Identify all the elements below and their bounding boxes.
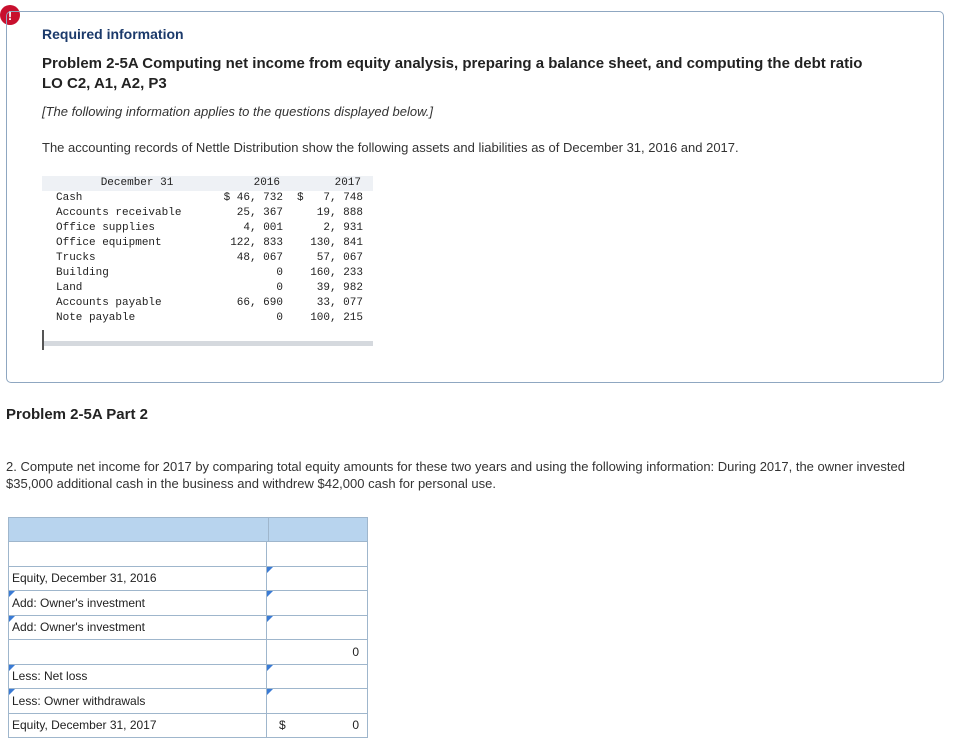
worksheet-amount-input[interactable] xyxy=(267,616,368,641)
table-row xyxy=(42,266,373,281)
worksheet-label: Equity, December 31, 2017 xyxy=(12,718,157,732)
worksheet-label-select[interactable] xyxy=(8,591,267,616)
worksheet-header xyxy=(8,517,368,542)
equity-worksheet xyxy=(8,517,368,738)
input-marker-icon xyxy=(267,689,273,695)
assets-liabilities-table xyxy=(42,176,373,346)
value-2017: 39, 982 xyxy=(283,281,363,296)
row-label: Trucks xyxy=(42,251,222,266)
header-december-31: December 31 xyxy=(42,176,222,191)
worksheet-label: Add: Owner's investment xyxy=(12,596,145,610)
worksheet-total-row xyxy=(8,714,368,738)
value-2016: 0 xyxy=(222,266,283,281)
value-2016: 66, 690 xyxy=(222,296,283,311)
input-marker-icon xyxy=(9,665,15,671)
row-label: Land xyxy=(42,281,222,296)
alert-icon: ! xyxy=(0,5,20,25)
worksheet-row xyxy=(8,689,368,714)
worksheet-label: Add: Owner's investment xyxy=(12,620,145,634)
worksheet-row xyxy=(8,665,368,690)
part-title: Problem 2-5A Part 2 xyxy=(6,406,148,423)
worksheet-label-select[interactable] xyxy=(8,616,267,641)
table-row xyxy=(42,281,373,296)
worksheet-value: 0 xyxy=(352,645,359,659)
worksheet-subtotal-row xyxy=(8,640,368,665)
value-2016: 0 xyxy=(222,281,283,296)
table-row xyxy=(42,296,373,311)
worksheet-label: Equity, December 31, 2016 xyxy=(12,571,157,585)
table-spacer-row xyxy=(42,326,373,341)
table-row xyxy=(42,311,373,326)
row-label: Accounts payable xyxy=(42,296,222,311)
input-marker-icon xyxy=(267,616,273,622)
table-row xyxy=(42,206,373,221)
worksheet-label: Less: Owner withdrawals xyxy=(12,694,145,708)
value-2017: $ 7, 748 xyxy=(283,191,363,206)
table-row xyxy=(42,221,373,236)
worksheet-header-label xyxy=(9,518,269,541)
row-label: Office supplies xyxy=(42,221,222,236)
worksheet-total-value xyxy=(267,714,368,738)
value-2016: $ 46, 732 xyxy=(222,191,283,206)
worksheet-amount-input[interactable] xyxy=(267,567,368,592)
input-marker-icon xyxy=(9,591,15,597)
value-2016: 48, 067 xyxy=(222,251,283,266)
row-label: Office equipment xyxy=(42,236,222,251)
worksheet-label-cell xyxy=(8,640,267,665)
value-2017: 100, 215 xyxy=(283,311,363,326)
worksheet-value: 0 xyxy=(352,718,359,732)
question-text: 2. Compute net income for 2017 by comparing total equity amounts for these two years and using the following information: During 2017, the owner invested $35,000 additional cash in the business and withdrew $42,000 cash for personal use. xyxy=(6,458,936,492)
input-marker-icon xyxy=(9,689,15,695)
worksheet-amount-input[interactable] xyxy=(267,591,368,616)
worksheet-subtotal-value xyxy=(267,640,368,665)
row-label: Building xyxy=(42,266,222,281)
header-2016: 2016 xyxy=(222,176,283,191)
intro-text: The accounting records of Nettle Distribution show the following assets and liabilities as of December 31, 2016 and 2017. xyxy=(42,140,739,155)
value-2017: 33, 077 xyxy=(283,296,363,311)
worksheet-amount-input[interactable] xyxy=(267,665,368,690)
worksheet-label-select[interactable] xyxy=(8,689,267,714)
input-marker-icon xyxy=(9,616,15,622)
worksheet-label-cell xyxy=(8,542,267,567)
value-2017: 19, 888 xyxy=(283,206,363,221)
header-2017: 2017 xyxy=(283,176,361,191)
value-2017: 160, 233 xyxy=(283,266,363,281)
row-label: Note payable xyxy=(42,311,222,326)
required-information-heading: Required information xyxy=(42,26,184,42)
worksheet-label-cell xyxy=(8,714,267,738)
info-note: [The following information applies to the questions displayed below.] xyxy=(42,104,433,119)
problem-title: Problem 2-5A Computing net income from equity analysis, preparing a balance sheet, and computing the debt ratio LO C2, A1, A2, P3 xyxy=(42,54,882,94)
worksheet-row xyxy=(8,591,368,616)
worksheet-label-select[interactable] xyxy=(8,665,267,690)
worksheet-label: Less: Net loss xyxy=(12,669,87,683)
value-2016: 4, 001 xyxy=(222,221,283,236)
worksheet-amount-input[interactable] xyxy=(267,689,368,714)
table-row xyxy=(42,191,373,206)
value-2017: 2, 931 xyxy=(283,221,363,236)
value-2016: 25, 367 xyxy=(222,206,283,221)
table-divider xyxy=(42,330,44,350)
row-label: Cash xyxy=(42,191,222,206)
value-2016: 0 xyxy=(222,311,283,326)
input-marker-icon xyxy=(267,591,273,597)
currency-symbol: $ xyxy=(279,718,286,732)
table-row xyxy=(42,236,373,251)
worksheet-spacer-row xyxy=(8,542,368,567)
worksheet-row xyxy=(8,567,368,592)
row-label: Accounts receivable xyxy=(42,206,222,221)
value-2017: 130, 841 xyxy=(283,236,363,251)
table-row xyxy=(42,251,373,266)
value-2016: 122, 833 xyxy=(222,236,283,251)
table-header xyxy=(42,176,373,191)
worksheet-amount-cell xyxy=(267,542,368,567)
value-2017: 57, 067 xyxy=(283,251,363,266)
input-marker-icon xyxy=(267,567,273,573)
worksheet-label-select[interactable] xyxy=(8,567,267,592)
worksheet-row xyxy=(8,616,368,641)
input-marker-icon xyxy=(267,665,273,671)
